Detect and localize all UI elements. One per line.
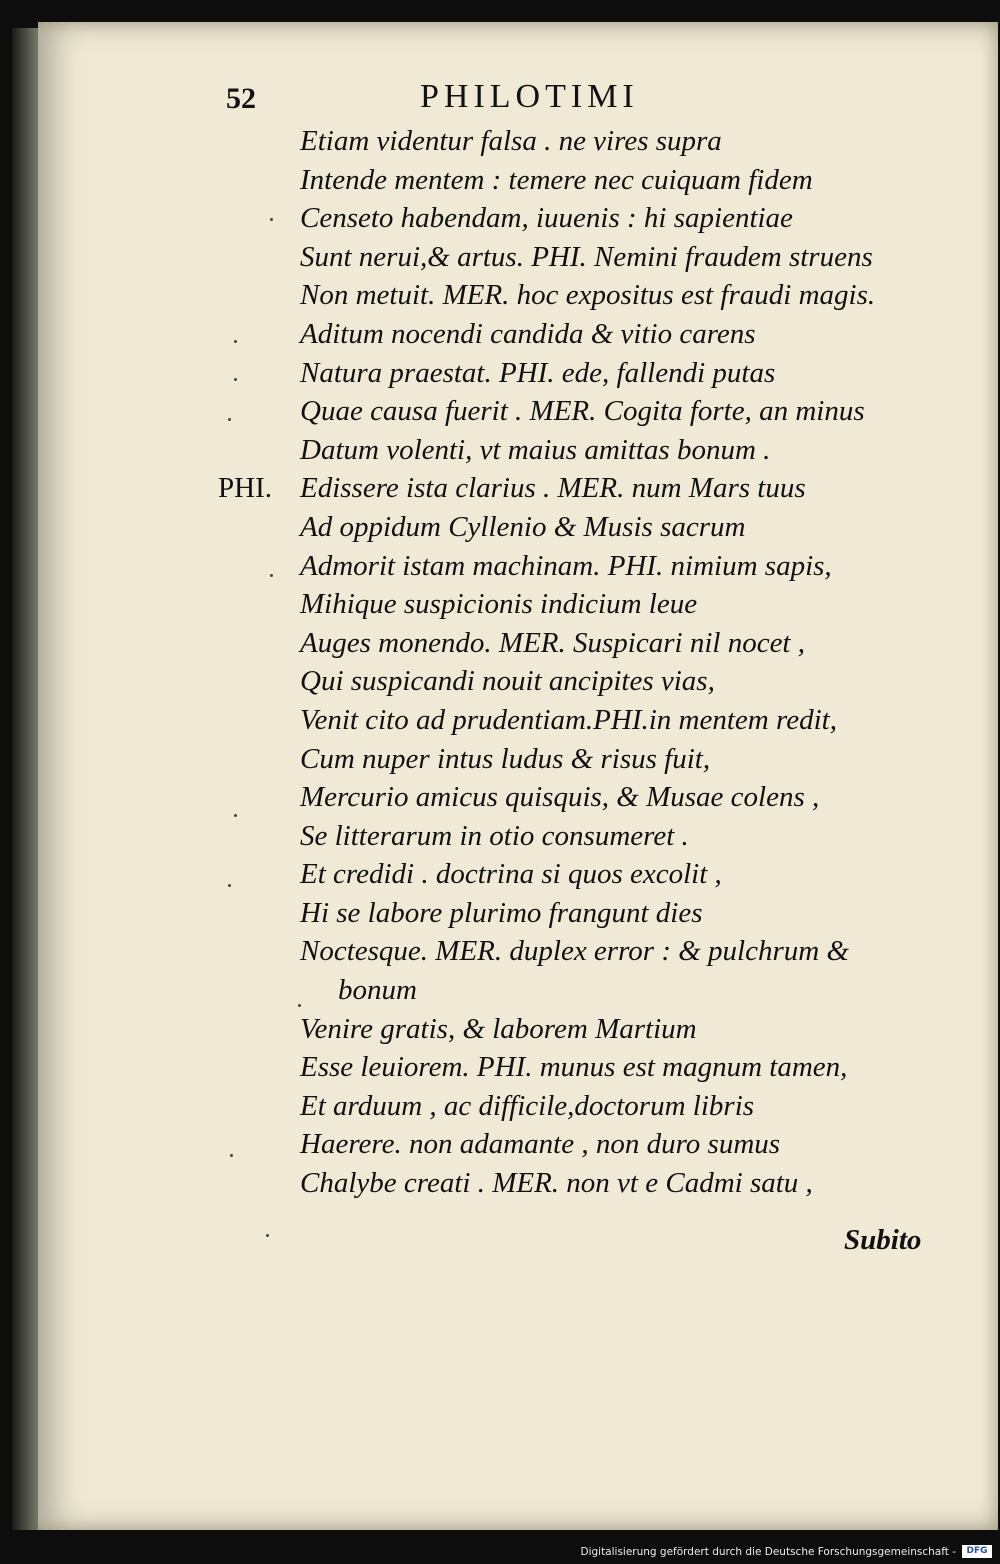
verse-block [38,122,998,1203]
verse-text: Censeto habendam, iuuenis : hi sapientiae [300,202,793,235]
speaker-label: PHI. [218,472,272,505]
verse-line [38,276,998,315]
verse-text: Aditum nocendi candida & vitio carens [300,317,756,350]
verse-text: Datum volenti, vt maius amittas bonum . [300,433,771,466]
verse-text: Admorit istam machinam. PHI. nimium sapis, [300,549,832,582]
verse-text: Ad oppidum Cyllenio & Musis sacrum [300,510,746,543]
verse-text: Edissere ista clarius . MER. num Mars tuus [300,472,806,505]
verse-line [38,122,998,161]
verse-text: Chalybe creati . MER. non vt e Cadmi satu , [300,1167,813,1200]
verse-line [38,740,998,779]
verse-text: Mihique suspicionis indicium leue [300,588,698,621]
verse-text: Non metuit. MER. hoc expositus est fraudi magis. [300,279,876,312]
page-number: 52 [226,82,256,115]
verse-line [38,238,998,277]
verse-line [38,971,998,1010]
verse-line [38,547,998,586]
digitization-footer [0,1540,1000,1564]
verse-line [38,199,998,238]
verse-line [38,1125,998,1164]
verse-text: Se litterarum in otio consumeret . [300,819,689,852]
verse-line [38,585,998,624]
verse-text: Sunt nerui,& artus. PHI. Nemini fraudem struens [300,240,873,273]
verse-text: Quae causa fuerit . MER. Cogita forte, an minus [300,395,865,428]
verse-line [38,354,998,393]
verse-text: Auges monendo. MER. Suspicari nil nocet , [300,626,805,659]
verse-line [38,701,998,740]
verse-text: Venit cito ad prudentiam.PHI.in mentem redit, [300,703,837,736]
verse-text: Mercurio amicus quisquis, & Musae colens , [300,781,820,814]
verse-line [38,662,998,701]
verse-line [38,1164,998,1203]
running-title: PHILOTIMI [420,78,639,115]
verse-line [38,1010,998,1049]
verse-line [38,508,998,547]
verse-text: Intende mentem : temere nec cuiquam fidem [300,163,813,196]
verse-text: Et credidi . doctrina si quos excolit , [300,858,722,891]
verse-text: Qui suspicandi nouit ancipites vias, [300,665,715,698]
verse-text: bonum [338,974,417,1007]
verse-text: Venire gratis, & laborem Martium [300,1012,697,1045]
verse-line [38,431,998,470]
verse-line [38,161,998,200]
verse-line [38,778,998,817]
verse-line [38,624,998,663]
verse-text: Natura praestat. PHI. ede, fallendi putas [300,356,776,389]
verse-line [38,392,998,431]
catchword: Subito [844,1224,922,1256]
verse-line [38,315,998,354]
page-header [38,78,998,118]
verse-line [38,1048,998,1087]
verse-line [38,932,998,971]
verse-text: Et arduum , ac difficile,doctorum libris [300,1089,755,1122]
verse-text: Hi se labore plurimo frangunt dies [300,896,703,929]
verse-text: Haerere. non adamante , non duro sumus [300,1128,781,1161]
verse-line [38,894,998,933]
verse-line [38,469,998,508]
verse-line [38,1087,998,1126]
verse-line [38,817,998,856]
verse-text: Esse leuiorem. PHI. munus est magnum tamen, [300,1051,848,1084]
funding-note: Digitalisierung gefördert durch die Deutsche Forschungsgemeinschaft - [580,1546,956,1558]
verse-line [38,855,998,894]
book-page [38,22,998,1530]
verse-text: Noctesque. MER. duplex error : & pulchrum & [300,935,850,968]
verse-text: Etiam videntur falsa . ne vires supra [300,125,722,157]
verse-text: Cum nuper intus ludus & risus fuit, [300,742,711,775]
dfg-logo: DFG [962,1545,992,1558]
